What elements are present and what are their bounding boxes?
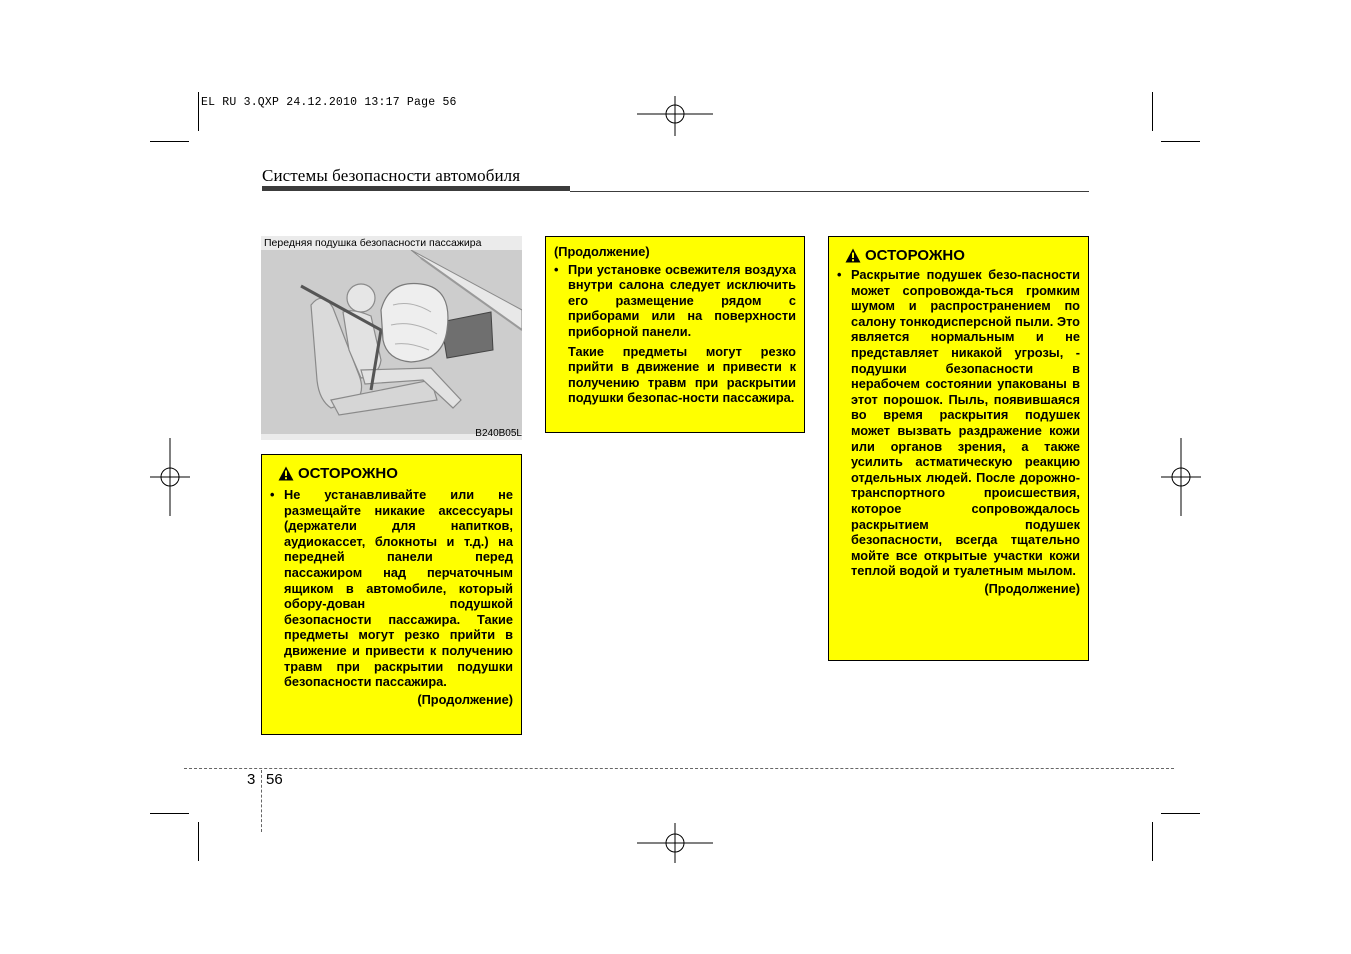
warning-triangle-icon xyxy=(278,466,294,481)
crop-mark xyxy=(1152,92,1153,131)
warning-text: При установке освежителя воздуха внутри салона следует исключить его размещение рядом с приборами или на поверхности приборной панели. xyxy=(568,261,796,339)
continued-label: (Продолжение) xyxy=(984,580,1080,596)
bullet-glyph: • xyxy=(837,267,842,282)
figure-caption: Передняя подушка безопасности пассажира xyxy=(261,236,522,250)
warning-title xyxy=(278,465,513,482)
continuation-body xyxy=(568,262,796,406)
chapter-number: 3 xyxy=(247,771,256,788)
bullet-glyph: • xyxy=(270,487,275,502)
warning-box-right xyxy=(828,236,1089,661)
warning-text: Раскрытие подушек безо-пасности может сопровожда-ться громким шумом и распространением по салону тонкодисперсной пыли. Это является нормальным и не представляет никакой угрозы, - подушки безопасности в нерабочем состоянии упакованы в этот порошок. Пыль, появившаяся во время раскрытия подушек может вызвать раздражение кожи или органов зрения, а также усилить астматическую реакцию отдельных людей. После дорожно-транспортного происшествия, которое сопровождалось раскрытием подушек безопасности, всегда тщательно мойте все открытые участки кожи теплой водой и туалетным мылом. xyxy=(851,267,1080,579)
warning-title-text: ОСТОРОЖНО xyxy=(298,465,398,482)
warning-item xyxy=(554,262,796,406)
warning-box-left xyxy=(261,454,522,735)
crop-mark xyxy=(150,141,189,142)
warning-item xyxy=(837,267,1080,579)
print-slug: EL RU 3.QXP 24.12.2010 13:17 Page 56 xyxy=(201,96,457,109)
continued-label: (Продолжение) xyxy=(417,691,513,707)
registration-mark xyxy=(637,823,713,863)
section-title: Системы безопасности автомобиля xyxy=(262,166,521,185)
crop-mark xyxy=(1152,822,1153,861)
crop-mark xyxy=(1161,813,1200,814)
warning-text: Не устанавливайте или не размещайте никакие аксессуары (держатели для напитков, аудиокассет, блокноты и т.д.) на передней панели перед пассажиром над перчаточным ящиком в автомобиле, который обору-дован подушкой безопасности пассажира. Такие предметы могут резко прийти в движение и привести к получению травм при раскрытии подушки безопасности пассажира. xyxy=(284,487,513,690)
crop-mark xyxy=(150,813,189,814)
footer-dashed-rule xyxy=(184,768,1174,769)
registration-mark xyxy=(1161,438,1201,516)
crop-mark xyxy=(1161,141,1200,142)
registration-mark xyxy=(637,96,713,136)
warning-text: Такие предметы могут резко прийти в движение и привести к получению травм при раскрытии подушки безопас-ности пассажира. xyxy=(568,343,796,406)
warning-title xyxy=(845,247,1080,264)
bullet-glyph: • xyxy=(554,261,559,277)
continuation-box xyxy=(545,236,805,433)
continuation-header: (Продолжение) xyxy=(554,244,650,259)
warning-triangle-icon xyxy=(845,248,861,263)
crop-mark xyxy=(198,822,199,861)
header-rule-thin xyxy=(570,191,1089,192)
crop-mark xyxy=(198,92,199,131)
registration-mark xyxy=(150,438,190,516)
warning-title-text: ОСТОРОЖНО xyxy=(865,247,965,264)
warning-item xyxy=(270,487,513,690)
header-rule-thick xyxy=(262,186,570,191)
airbag-illustration xyxy=(261,250,522,435)
figure-code: B240B05L xyxy=(475,428,522,439)
page-number: 56 xyxy=(266,771,283,788)
footer-dashed-divider xyxy=(261,770,262,832)
